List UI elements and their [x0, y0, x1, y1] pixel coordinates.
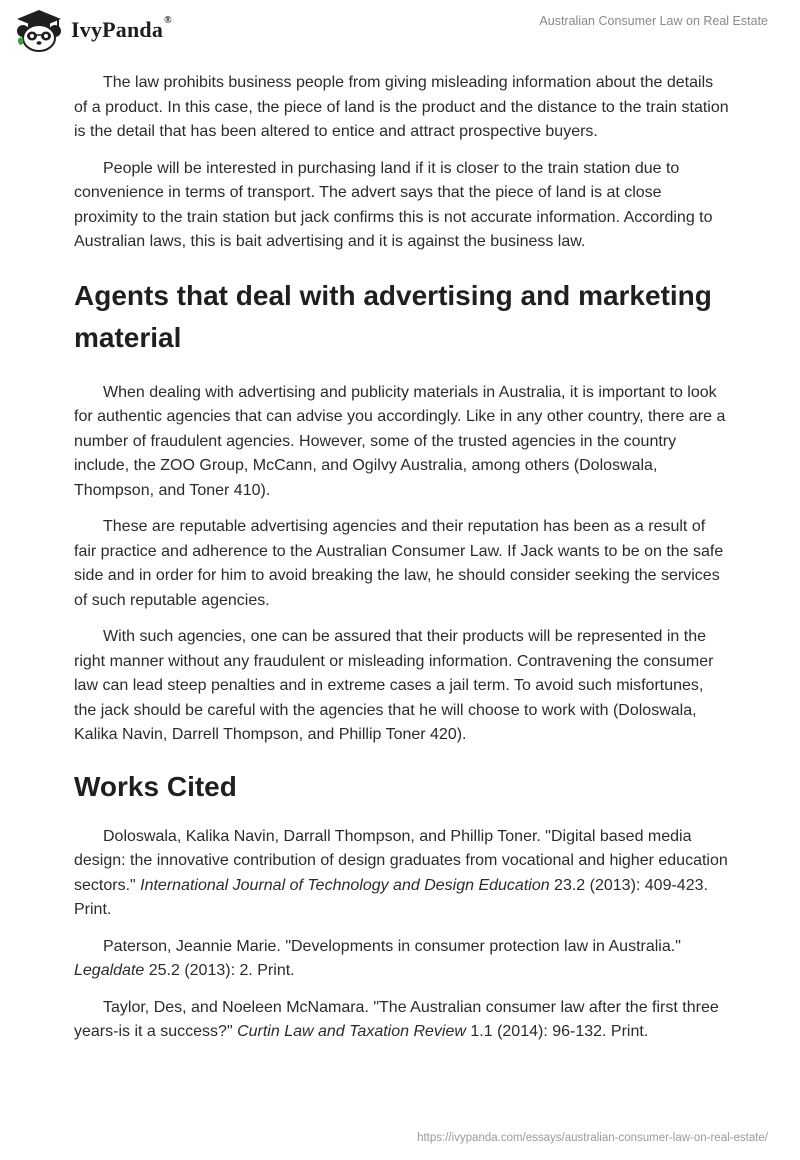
works-cited-entry: Doloswala, Kalika Navin, Darrall Thompson, and Phillip Toner. "Digital based media design: the innovative contribution of design graduates from vocational and higher education sectors." International Journal of Technology and Design Education 23.2 (2013): 409-423. Print.	[74, 827, 728, 918]
document-title: Australian Consumer Law on Real Estate	[539, 14, 768, 28]
source-url[interactable]: https://ivypanda.com/essays/australian-consumer-law-on-real-estate/	[417, 1132, 768, 1144]
section-heading-agents: Agents that deal with advertising and marketing material	[74, 279, 712, 353]
works-cited-entry: Paterson, Jeannie Marie. "Developments in consumer protection law in Australia." Legaldate 25.2 (2013): 2. Print.	[74, 937, 681, 979]
section-heading-works-cited: Works Cited	[74, 770, 237, 802]
paragraph: People will be interested in purchasing land if it is closer to the train station due to convenience in terms of transport. The advert says that the piece of land is at close proximity to the train station but jack confirms this is not accurate information. According to Australian laws, this is bait advertising and it is against the business law.	[74, 159, 713, 250]
page-header	[0, 0, 800, 64]
brand-name: IvyPanda®	[71, 15, 172, 42]
paragraph: The law prohibits business people from giving misleading information about the details of a product. In this case, the piece of land is the product and the distance to the train station is the detail that has been altered to entice and attract prospective buyers.	[74, 74, 729, 140]
paragraph: When dealing with advertising and publicity materials in Australia, it is important to look for authentic agencies that can advise you accordingly. Like in any other country, there are a number of fraudulent agencies. However, some of the trusted agencies in the country include, the ZOO Group, McCann, and Ogilvy Australia, among others (Doloswala, Thompson, and Toner 410).	[74, 383, 726, 499]
ivypanda-logo[interactable]	[14, 8, 172, 52]
paragraph: With such agencies, one can be assured that their products will be represented in the right manner without any fraudulent or misleading information. Contravening the consumer law can lead steep penalties and in extreme cases a jail term. To avoid such misfortunes, the jack should be careful with the agencies that he will choose to work with (Doloswala, Kalika Navin, Darrell Thompson, and Phillip Toner 420).	[74, 628, 714, 743]
essay-content	[74, 71, 730, 1057]
works-cited-entry: Taylor, Des, and Noeleen McNamara. "The Australian consumer law after the first three years-is it a success?" Curtin Law and Taxation Review 1.1 (2014): 96-132. Print.	[74, 998, 719, 1040]
panda-graduate-icon	[14, 8, 64, 52]
paragraph: These are reputable advertising agencies and their reputation has been as a result of fair practice and adherence to the Australian Consumer Law. If Jack wants to be on the safe side and in order for him to avoid breaking the law, he should consider seeking the services of such reputable agencies.	[74, 518, 724, 609]
